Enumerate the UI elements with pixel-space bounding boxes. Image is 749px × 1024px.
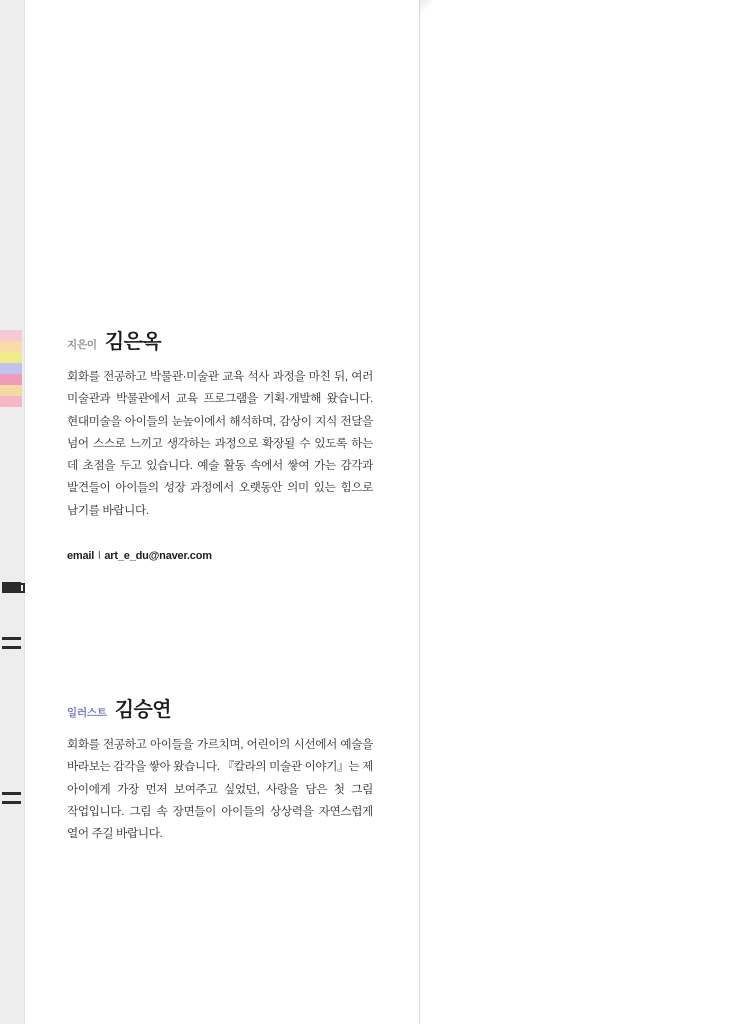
- bleed-strip: [0, 0, 24, 1024]
- illustrator-role-label: 일러스트: [67, 707, 107, 719]
- contact-email[interactable]: art_e_du@naver.com: [104, 549, 212, 562]
- illustrator-bio-text: 회화를 전공하고 아이들을 가르치며, 어린이의 시선에서 예술을 바라보는 감각을 쌓아 왔습니다. 『칼라의 미술관 이야기』는 제 아이에게 가장 먼저 보여주고 싶었던, 사랑을 담은 첫 그림 작업입니다. 그림 속 장면들이 아이들의 상상력을 자연스럽게 열어 주길 바랍니다.: [67, 738, 373, 840]
- color-swatch: [0, 330, 22, 341]
- registration-mark-bar: [2, 637, 21, 640]
- registration-mark-hollow: [2, 583, 25, 593]
- color-swatch: [0, 352, 22, 363]
- contact-label: email: [67, 549, 95, 562]
- page-corner-shadow: [420, 0, 432, 12]
- color-swatch: [0, 396, 22, 407]
- color-swatch: [0, 385, 22, 396]
- illustrator-bio-block: [67, 700, 373, 845]
- color-swatch: [0, 363, 22, 374]
- author-role-label: 지은이: [67, 339, 97, 351]
- registration-mark-bar-lower: [2, 801, 21, 804]
- author-contact: [67, 550, 373, 562]
- illustrator-name-line: [67, 700, 373, 720]
- author-bio-text: 회화를 전공하고 박물관·미술관 교육 석사 과정을 마친 뒤, 여러 미술관과 박물관에서 교육 프로그램을 기획·개발해 왔습니다. 현대미술을 아이들의 눈높이에서 해석하며, 감상이 지식 전달을 넘어 스스로 느끼고 생각하는 과정으로 확장될 수 있도록 하는 데 초점을 두고 있습니다. 예술 활동 속에서 쌓여 가는 감각과 발견들이 아이들의 성장 과정에서 오랫동안 의미 있는 힘으로 남기를 바랍니다.: [67, 370, 373, 517]
- registration-mark-bar: [2, 792, 21, 795]
- color-swatch: [0, 341, 22, 352]
- author-name-line: [67, 332, 373, 352]
- author-bio-block: [67, 332, 373, 562]
- illustrator-name: 김승연: [114, 699, 171, 721]
- color-swatch: [0, 374, 22, 385]
- color-bleed-marks: [0, 330, 22, 406]
- contact-separator: l: [98, 549, 101, 562]
- registration-mark-bar-lower: [2, 646, 21, 649]
- facing-page: [420, 0, 749, 1024]
- author-name: 김은옥: [104, 331, 162, 353]
